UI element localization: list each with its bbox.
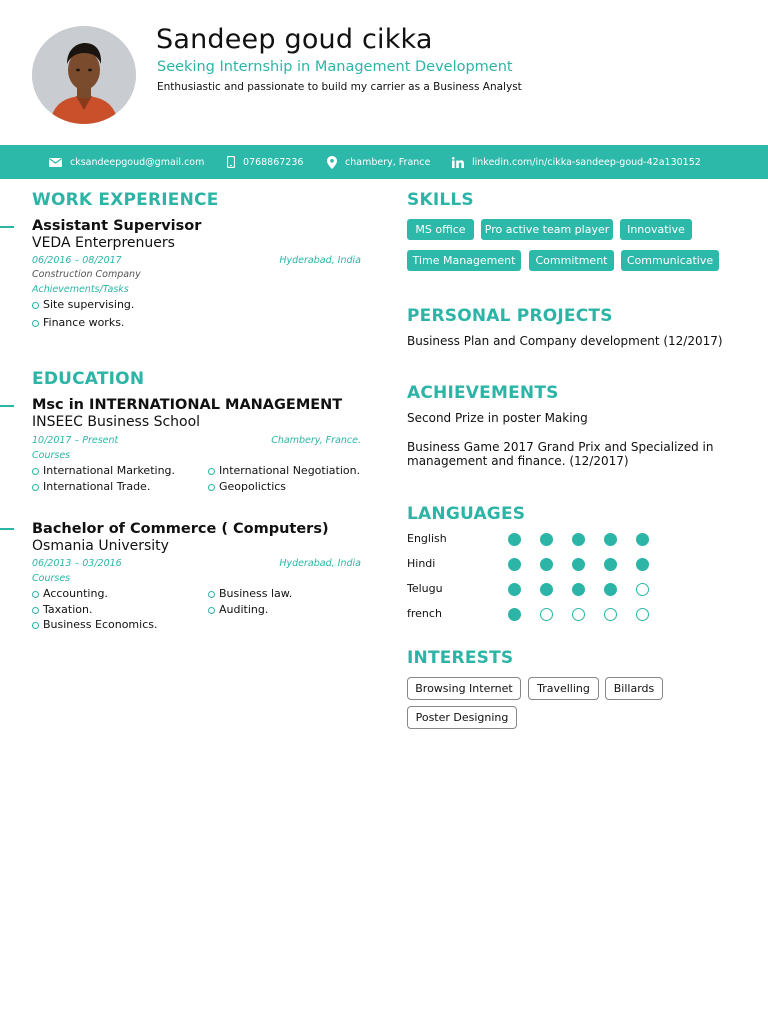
proficiency-dot-empty [636, 608, 649, 621]
proficiency-dot-filled [572, 583, 585, 596]
school-name: INSEEC Business School [32, 414, 201, 430]
proficiency-dot-empty [572, 608, 585, 621]
course-item: Taxation. [32, 603, 92, 616]
proficiency-dot-filled [604, 533, 617, 546]
course-item: Geopolictics [208, 480, 286, 493]
contact-email[interactable] [49, 145, 204, 179]
proficiency-dot-filled [604, 558, 617, 571]
education-dates: 10/2017 – Present [32, 435, 119, 446]
course-item: International Trade. [32, 480, 150, 493]
work-experience-title: WORK EXPERIENCE [32, 190, 219, 210]
project-item: Business Plan and Company development (12/2017) [407, 334, 723, 348]
proficiency-dot-filled [540, 583, 553, 596]
proficiency-dot-filled [508, 533, 521, 546]
course-item: International Marketing. [32, 464, 175, 477]
contact-email-text: cksandeepgoud@gmail.com [70, 156, 205, 168]
education-title: EDUCATION [32, 369, 145, 389]
skill-tag: Pro active team player [481, 219, 613, 240]
interest-tag: Browsing Internet [407, 677, 521, 700]
proficiency-dot-filled [572, 533, 585, 546]
proficiency-dot-filled [572, 558, 585, 571]
language-name: Telugu [407, 582, 443, 595]
contact-phone[interactable] [227, 145, 303, 179]
candidate-name: Sandeep goud cikka [156, 24, 433, 55]
proficiency-dot-empty [604, 608, 617, 621]
course-item: Auditing. [208, 603, 268, 616]
language-name: french [407, 607, 442, 620]
job-location: Hyderabad, India [279, 255, 361, 266]
proficiency-dot-filled [636, 533, 649, 546]
task-item: Site supervising. [32, 298, 134, 311]
proficiency-dot-filled [636, 558, 649, 571]
course-item: Accounting. [32, 587, 108, 600]
degree-title: Bachelor of Commerce ( Computers) [32, 521, 329, 537]
degree-title: Msc in INTERNATIONAL MANAGEMENT [32, 397, 343, 413]
course-item: International Negotiation. [208, 464, 360, 477]
achievement-item: Second Prize in poster Making [407, 411, 588, 425]
courses-label: Courses [32, 450, 71, 461]
school-name: Osmania University [32, 538, 169, 554]
candidate-tagline: Seeking Internship in Management Development [157, 59, 513, 75]
envelope-icon [49, 158, 62, 167]
location-pin-icon [327, 156, 337, 169]
education-location: Hyderabad, India [279, 558, 361, 569]
job-company: VEDA Enterprenuers [32, 235, 175, 251]
phone-icon [227, 156, 235, 168]
education-dates: 06/2013 – 03/2016 [32, 558, 122, 569]
skill-tag: Innovative [620, 219, 692, 240]
languages-title: LANGUAGES [407, 504, 526, 524]
job-role: Assistant Supervisor [32, 218, 202, 234]
course-item: Business Economics. [32, 618, 157, 631]
skill-tag: MS office [407, 219, 474, 240]
proficiency-dot-filled [508, 608, 521, 621]
education-location: Chambery, France. [271, 435, 361, 446]
proficiency-dot-filled [508, 583, 521, 596]
contact-bar [0, 145, 768, 179]
proficiency-dot-empty [540, 608, 553, 621]
tasks-label: Achievements/Tasks [32, 284, 129, 295]
contact-linkedin[interactable] [452, 145, 701, 179]
projects-title: PERSONAL PROJECTS [407, 306, 613, 326]
proficiency-dot-filled [508, 558, 521, 571]
contact-linkedin-text: linkedin.com/in/cikka-sandeep-goud-42a130152 [472, 156, 701, 168]
contact-location-text: chambery, France [345, 156, 431, 168]
job-dates: 06/2016 – 08/2017 [32, 255, 122, 266]
profile-photo [32, 26, 136, 124]
interest-tag: Billards [605, 677, 663, 700]
proficiency-dot-empty [636, 583, 649, 596]
company-description: Construction Company [32, 269, 141, 280]
interest-tag: Poster Designing [407, 706, 517, 729]
skill-tag: Time Management [407, 250, 521, 271]
proficiency-dot-filled [540, 533, 553, 546]
task-item: Finance works. [32, 316, 124, 329]
timeline-marker [0, 405, 14, 407]
proficiency-dot-filled [540, 558, 553, 571]
skills-title: SKILLS [407, 190, 474, 210]
skill-tag: Communicative [621, 250, 719, 271]
interests-title: INTERESTS [407, 648, 514, 668]
interest-tag: Travelling [528, 677, 599, 700]
contact-location[interactable] [327, 145, 430, 179]
proficiency-dot-filled [604, 583, 617, 596]
course-item: Business law. [208, 587, 292, 600]
contact-phone-text: 0768867236 [243, 156, 304, 168]
language-name: English [407, 532, 447, 545]
timeline-marker [0, 528, 14, 530]
linkedin-icon [452, 157, 464, 168]
achievement-item: Business Game 2017 Grand Prix and Specialized in management and finance. (12/2017) [407, 440, 714, 468]
resume-header [0, 0, 768, 145]
language-name: Hindi [407, 557, 436, 570]
timeline-marker [0, 226, 14, 228]
courses-label: Courses [32, 573, 71, 584]
achievements-title: ACHIEVEMENTS [407, 383, 559, 403]
candidate-summary: Enthusiastic and passionate to build my carrier as a Business Analyst [157, 81, 522, 93]
skill-tag: Commitment [529, 250, 614, 271]
